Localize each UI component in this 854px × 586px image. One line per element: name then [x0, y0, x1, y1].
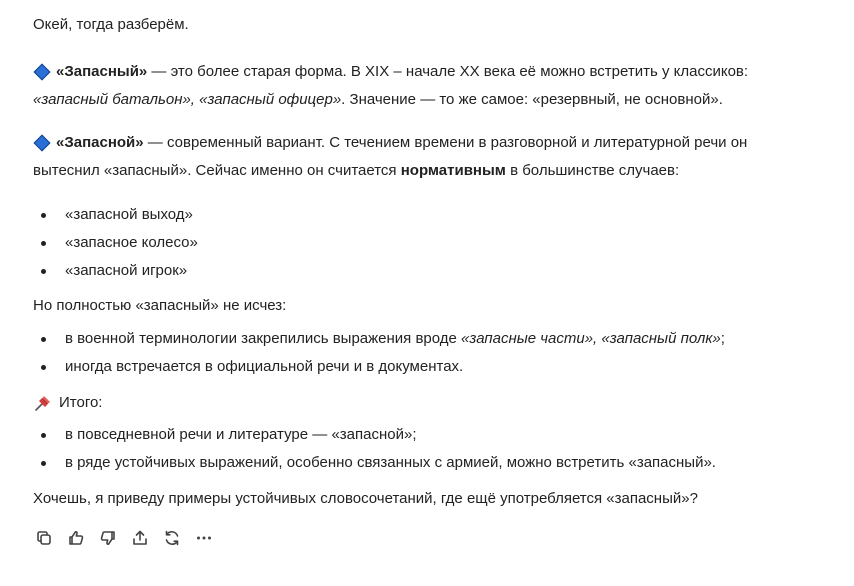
paragraph-text: . Значение — то же самое: «резервный, не основной».: [341, 91, 723, 108]
bullet: [41, 365, 46, 370]
list-item-text: «запасной игрок»: [65, 262, 188, 279]
paragraph-text: — это более старая форма. В XIX – начале XX века её можно встретить у классиков:: [147, 63, 749, 80]
follow-up-question: Хочешь, я приведу примеры устойчивых словосочетаний, где ещё употребляется «запасный»?: [33, 490, 698, 507]
share-button[interactable]: [129, 527, 151, 549]
paragraph-zapasny: [33, 58, 748, 114]
list-item-text: ;: [720, 330, 725, 347]
list-item-text: «запасной выход»: [65, 206, 193, 223]
list-item: [33, 201, 198, 229]
list-item: [33, 325, 725, 353]
example-italic: «запасные части», «запасный полк»: [461, 330, 721, 347]
paragraph-text: вытеснил «запасный». Сейчас именно он считается: [33, 162, 401, 179]
copy-icon: [35, 529, 53, 547]
thumbs-up-button[interactable]: [65, 527, 87, 549]
pushpin-icon: [33, 393, 53, 413]
list-item: [33, 353, 725, 381]
thumbs-down-icon: [99, 529, 117, 547]
summary-heading: [33, 389, 102, 417]
regenerate-button[interactable]: [161, 527, 183, 549]
copy-button[interactable]: [33, 527, 55, 549]
list-item-text: иногда встречается в официальной речи и в документах.: [65, 358, 464, 375]
list-item-text: в повседневной речи и литературе — «запасной»;: [65, 426, 417, 443]
paragraph-zapasnoy: [33, 129, 747, 185]
intro-text: Окей, тогда разберём.: [33, 16, 189, 33]
bold-normative: нормативным: [400, 162, 506, 179]
blue-diamond-icon: [34, 63, 51, 80]
usage-list: [33, 325, 725, 381]
blue-diamond-icon: [34, 134, 51, 151]
summary-label: Итого:: [59, 394, 103, 411]
example-italic: «запасный батальон», «запасный офицер»: [33, 91, 342, 108]
thumbs-down-button[interactable]: [97, 527, 119, 549]
list-item: [33, 421, 716, 449]
list-item-text: в военной терминологии закрепились выражения вроде: [65, 330, 462, 347]
thumbs-up-icon: [67, 529, 85, 547]
list-item: [33, 229, 198, 257]
bullet: [41, 213, 46, 218]
bullet: [41, 269, 46, 274]
paragraph-text: — современный вариант. С течением времени в разговорной и литературной речи он: [143, 134, 748, 151]
more-options-button[interactable]: [193, 527, 215, 549]
list-item: [33, 449, 716, 477]
paragraph-text: в большинстве случаев:: [505, 162, 680, 179]
term-zapasny: «Запасный»: [56, 63, 148, 80]
share-icon: [131, 529, 149, 547]
bullet: [41, 337, 46, 342]
regenerate-icon: [163, 529, 181, 547]
bullet: [41, 241, 46, 246]
bullet: [41, 461, 46, 466]
message-actions-toolbar: [33, 527, 215, 549]
term-zapasnoy: «Запасной»: [56, 134, 144, 151]
list-item: [33, 257, 198, 285]
list-item-text: «запасное колесо»: [65, 234, 198, 251]
but-text: Но полностью «запасный» не исчез:: [33, 297, 287, 314]
list-item-text: в ряде устойчивых выражений, особенно связанных с армией, можно встретить «запасный».: [65, 454, 716, 471]
more-icon: [195, 529, 213, 547]
summary-list: [33, 421, 716, 477]
examples-list: [33, 201, 198, 285]
bullet: [41, 433, 46, 438]
